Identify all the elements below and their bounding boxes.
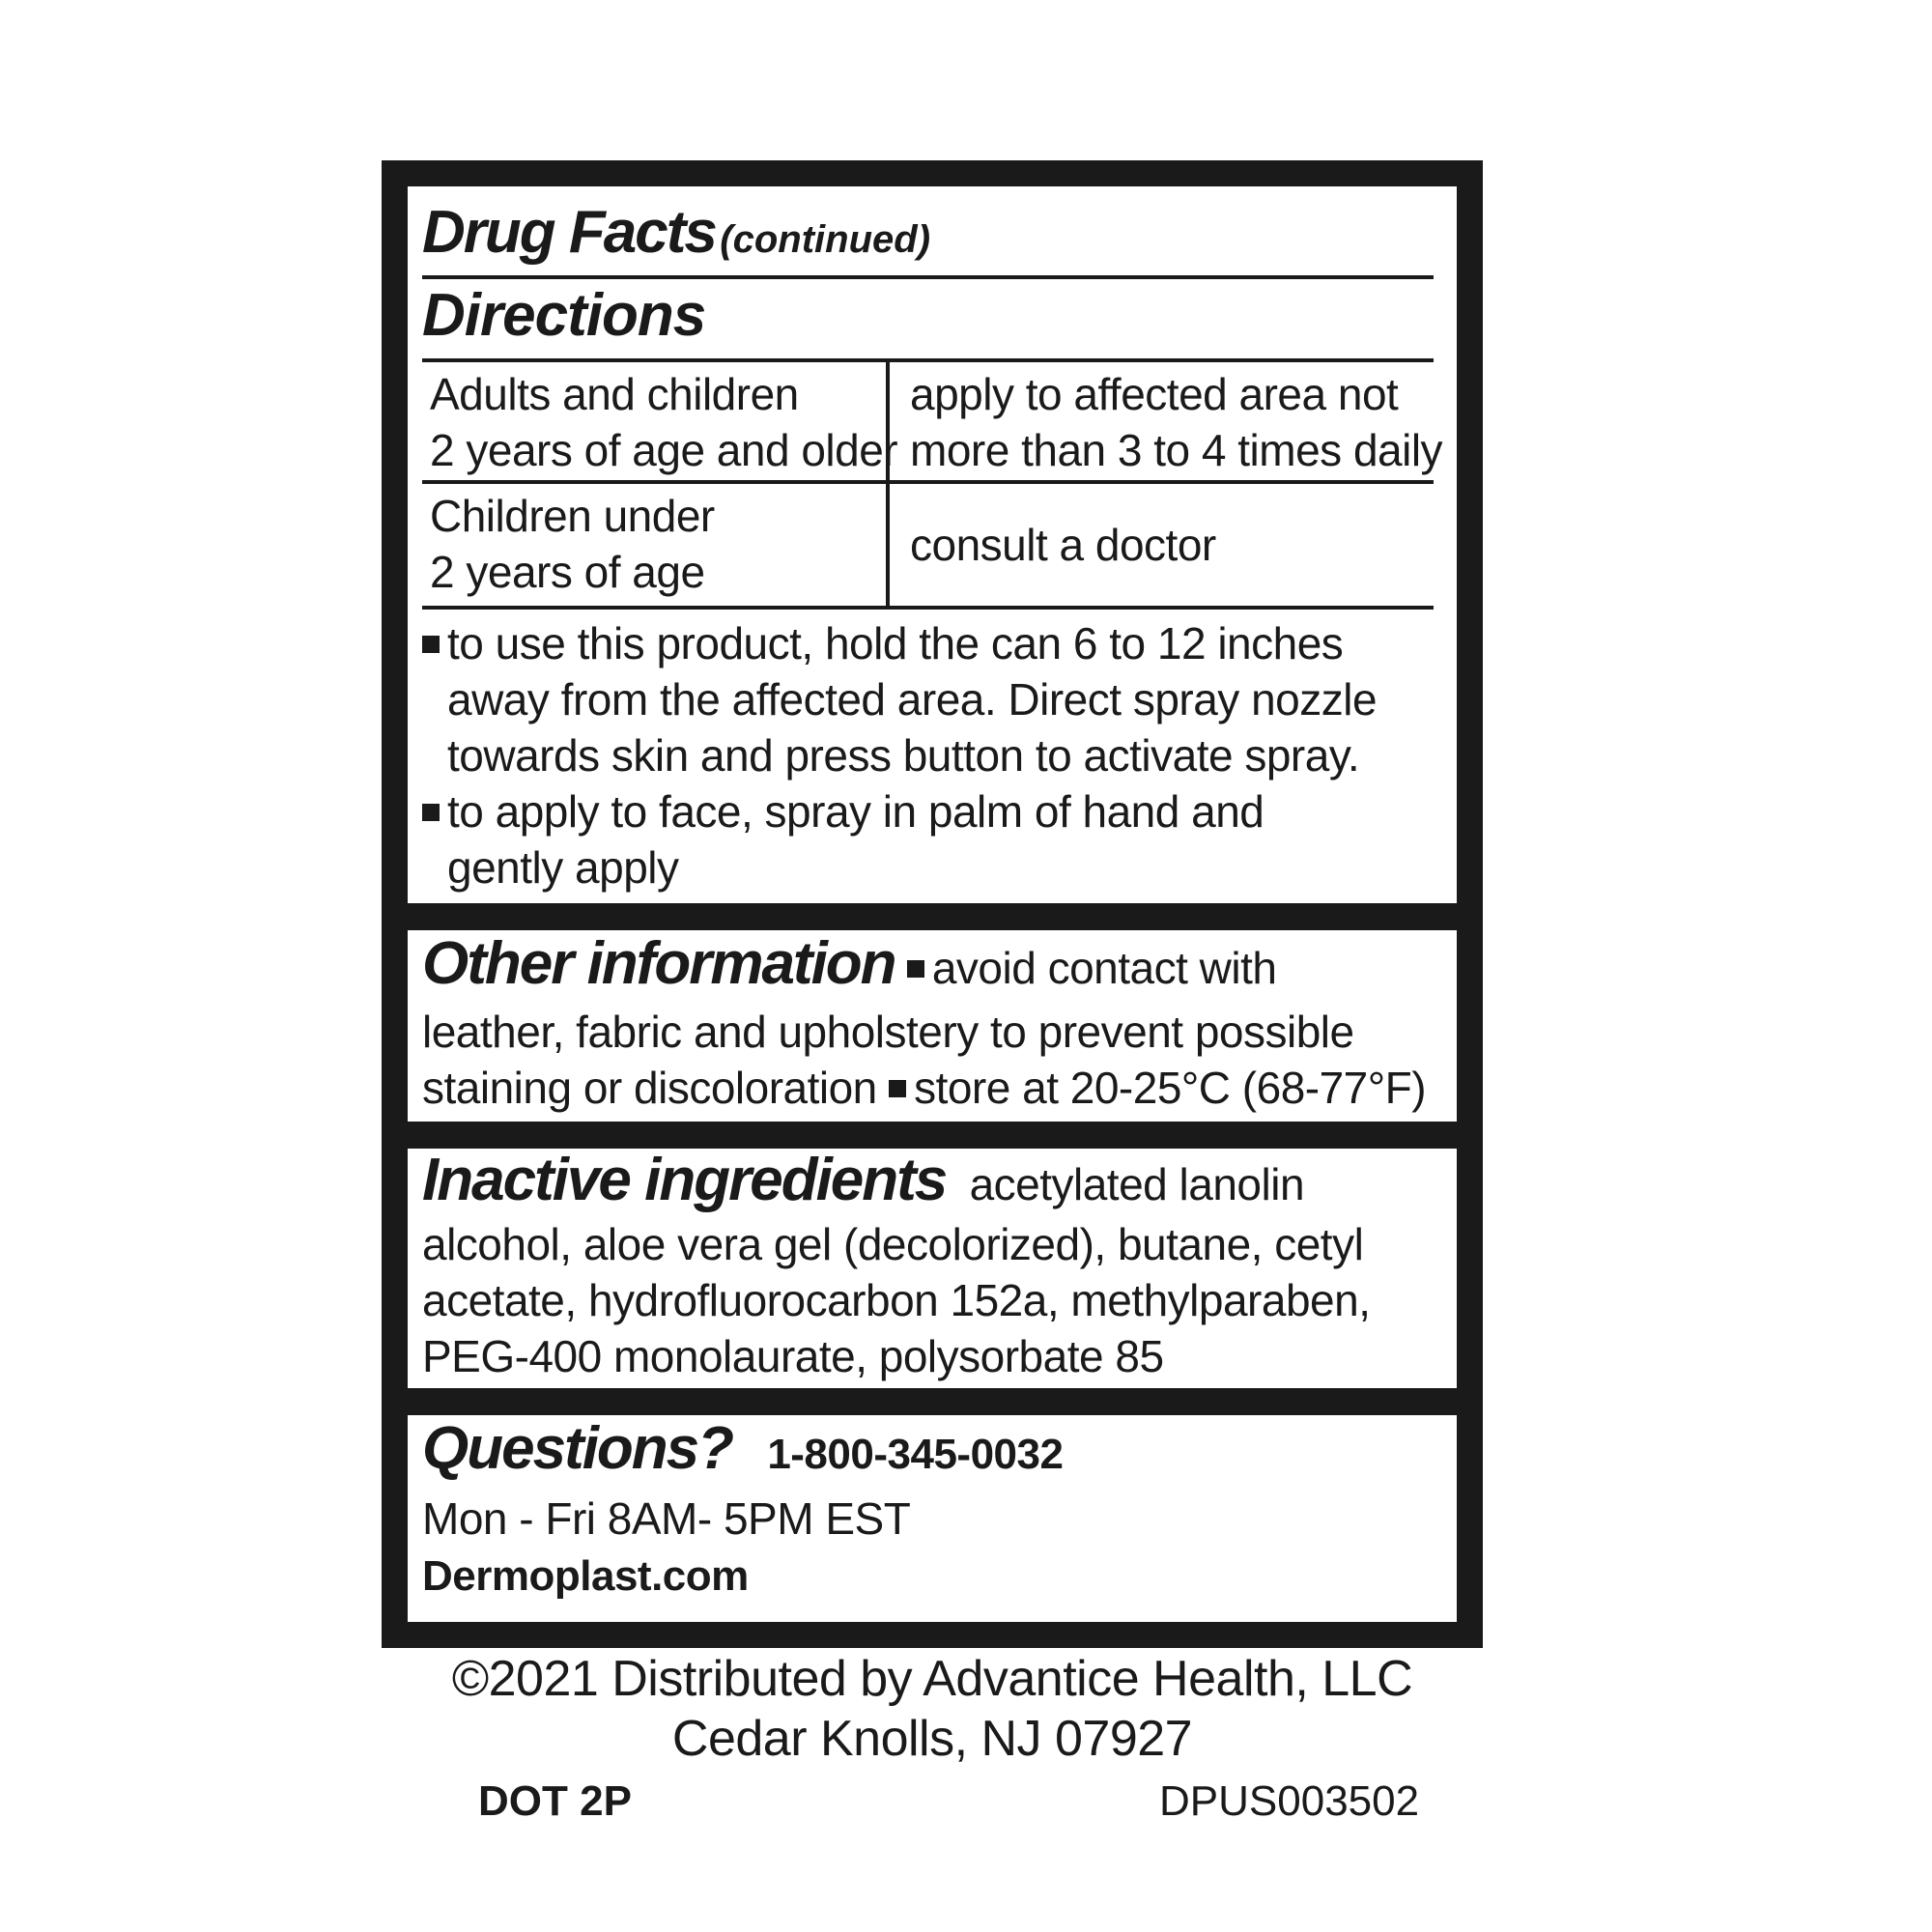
distributor-address: Cedar Knolls, NJ 07927 bbox=[671, 1711, 1193, 1767]
table-cell-line: apply to affected area not bbox=[910, 369, 1399, 419]
other-info-text: staining or discoloration bbox=[422, 1063, 877, 1113]
drug-facts-label bbox=[382, 160, 1483, 1648]
product-code: DPUS003502 bbox=[1159, 1777, 1420, 1825]
directions-title: Directions bbox=[422, 282, 706, 349]
bullet-text: to use this product, hold the can 6 to 12 inches bbox=[447, 618, 1344, 668]
table-row-1-what bbox=[910, 366, 1442, 478]
table-row-1-who bbox=[430, 366, 897, 478]
table-row-2-what: consult a doctor bbox=[910, 520, 1216, 570]
other-info-text: avoid contact with bbox=[931, 943, 1277, 993]
table-row-2-who bbox=[430, 488, 715, 600]
inactive-line-2: alcohol, aloe vera gel (decolorized), butane, cetyl bbox=[422, 1219, 1364, 1269]
bullet-square-icon bbox=[907, 960, 924, 978]
questions-hours: Mon - Fri 8AM- 5PM EST bbox=[422, 1493, 911, 1544]
questions-title: Questions? bbox=[422, 1415, 733, 1482]
other-info-line-3 bbox=[422, 1060, 1426, 1116]
bullet-square-icon bbox=[422, 636, 440, 653]
bullet-continuation: gently apply bbox=[447, 842, 679, 893]
table-bottom-rule bbox=[422, 606, 1434, 610]
table-row-divider bbox=[422, 480, 1434, 484]
inactive-ingredients-title: Inactive ingredients bbox=[422, 1147, 947, 1213]
questions-panel bbox=[408, 1415, 1457, 1622]
inactive-line-4: PEG-400 monolaurate, polysorbate 85 bbox=[422, 1331, 1164, 1381]
bullet-continuation: towards skin and press button to activate spray. bbox=[447, 730, 1360, 781]
website-link: Dermoplast.com bbox=[422, 1552, 749, 1600]
bullet-square-icon bbox=[422, 804, 440, 821]
other-information-panel bbox=[408, 930, 1457, 1122]
bullet-square-icon bbox=[889, 1080, 906, 1097]
inactive-line-3: acetate, hydrofluorocarbon 152a, methylparaben, bbox=[422, 1275, 1371, 1325]
inactive-ingredients-panel bbox=[408, 1149, 1457, 1388]
other-info-line-1 bbox=[422, 930, 1277, 997]
other-info-line-2: leather, fabric and upholstery to prevent possible bbox=[422, 1007, 1354, 1057]
directions-table bbox=[422, 360, 1443, 610]
drug-facts-subtitle: (continued) bbox=[720, 218, 931, 261]
table-cell-line: 2 years of age bbox=[430, 547, 705, 597]
other-information-title: Other information bbox=[422, 930, 895, 997]
bullet-item bbox=[422, 783, 1264, 839]
other-info-text: store at 20-25°C (68-77°F) bbox=[914, 1063, 1427, 1113]
table-cell-line: Children under bbox=[430, 491, 715, 541]
drug-facts-header bbox=[422, 198, 930, 267]
table-cell-line: Adults and children bbox=[430, 369, 799, 419]
phone-number: 1-800-345-0032 bbox=[767, 1431, 1064, 1478]
drug-facts-title: Drug Facts bbox=[422, 199, 716, 266]
questions-line-1 bbox=[422, 1415, 1064, 1483]
bullet-continuation: away from the affected area. Direct spray nozzle bbox=[447, 674, 1378, 724]
table-cell-line: 2 years of age and older bbox=[430, 425, 898, 475]
table-cell-line: more than 3 to 4 times daily bbox=[910, 425, 1443, 475]
header-divider bbox=[422, 275, 1434, 279]
directions-panel bbox=[408, 186, 1457, 903]
distributor-line: ©2021 Distributed by Advantice Health, LLC bbox=[451, 1651, 1413, 1707]
bullet-item bbox=[422, 615, 1343, 671]
inactive-line-1 bbox=[422, 1147, 1305, 1213]
bullet-text: to apply to face, spray in palm of hand and bbox=[447, 786, 1264, 837]
dot-code: DOT 2P bbox=[478, 1777, 632, 1825]
inactive-text: acetylated lanolin bbox=[969, 1159, 1305, 1209]
